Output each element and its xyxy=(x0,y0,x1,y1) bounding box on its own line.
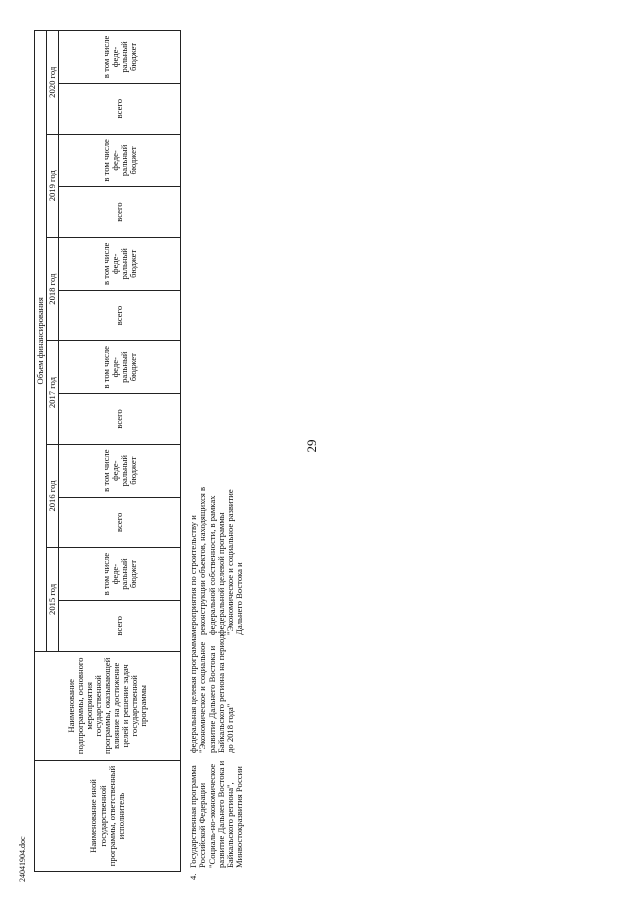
header-year-2017: 2017 год xyxy=(47,341,59,444)
row-number: 4. xyxy=(188,873,198,880)
header-year-2020: 2020 год xyxy=(47,31,59,135)
page-number: 29 xyxy=(304,439,319,453)
header-year-2019: 2019 год xyxy=(47,134,59,237)
header-total: всего xyxy=(59,290,181,341)
header-incl-federal: в том числе феде-ральный бюджет xyxy=(59,444,181,497)
header-program-name: Наименование иной государственной программы, ответственный исполнитель xyxy=(35,760,181,871)
header-total: всего xyxy=(59,187,181,238)
header-financing: Объем финансирования xyxy=(35,31,47,652)
header-year-2018: 2018 год xyxy=(47,237,59,340)
header-total: всего xyxy=(59,497,181,548)
header-year-2016: 2016 год xyxy=(47,444,59,547)
header-year-2015: 2015 год xyxy=(47,548,59,651)
row-subprogram-1: федеральная целевая программа "Экономическое и социальное развитие Дальнего Востока и Байкальского региона на период до 2018 года" xyxy=(188,634,236,753)
financing-table xyxy=(34,30,181,872)
header-incl-federal: в том числе феде-ральный бюджет xyxy=(59,237,181,290)
header-subprogram-name: Наименование подпрограммы, основного мероприятия государственной программы, оказывающей влияние на достижение целей и решение задач государственной программы xyxy=(35,651,181,760)
footer-filename: 24041904.doc xyxy=(18,836,27,882)
header-total: всего xyxy=(59,83,181,134)
header-total: всего xyxy=(59,600,181,651)
header-total: всего xyxy=(59,394,181,445)
rotated-content xyxy=(12,30,247,880)
header-incl-federal: в том числе феде-ральный бюджет xyxy=(59,31,181,84)
header-incl-federal: в том числе феде-ральный бюджет xyxy=(59,341,181,394)
table-row xyxy=(187,30,247,880)
header-incl-federal: в том числе феде-ральный бюджет xyxy=(59,134,181,187)
header-incl-federal: в том числе феде-ральный бюджет xyxy=(59,548,181,601)
row-subprogram-2: мероприятия по строительству и реконструкции объектов, находящихся в федеральной собственности, в рамках федеральной целевой программы "Экономическое и социальное развитие Дальнего Востока и xyxy=(188,486,245,635)
row-program-name: Государственная программа Российской Федерации "Социаль-но-экономическое развитие Дальнего Востока и Байкальского региона", Минвостокразвития России xyxy=(188,760,245,868)
